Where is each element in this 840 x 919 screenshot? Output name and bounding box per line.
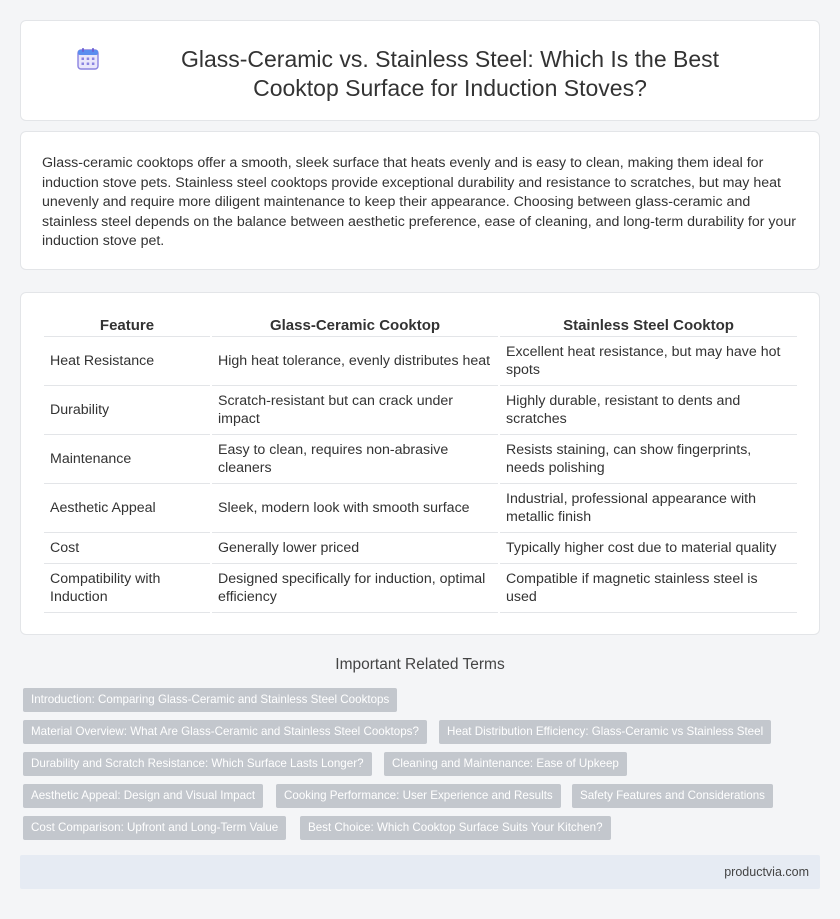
header-feature: Feature: [44, 313, 210, 337]
table-cell-feature: Compatibility with Induction: [44, 564, 210, 613]
comparison-card: [20, 292, 820, 635]
table-row: [44, 337, 797, 386]
header-stainless-steel: Stainless Steel Cooktop: [500, 313, 797, 337]
related-terms-title: Important Related Terms: [335, 656, 505, 673]
page-title: Glass-Ceramic vs. Stainless Steel: Which Is the Best Cooktop Surface for Induction Stoves?: [180, 46, 720, 101]
table-cell-feature: Aesthetic Appeal: [44, 484, 210, 533]
intro-card: [20, 131, 820, 270]
table-cell-glass: Generally lower priced: [212, 533, 498, 564]
table-header-row: [44, 313, 797, 337]
table-cell-steel: Highly durable, resistant to dents and scratches: [500, 386, 797, 435]
related-tag[interactable]: Best Choice: Which Cooktop Surface Suits Your Kitchen?: [300, 816, 611, 840]
table-cell-steel: Compatible if magnetic stainless steel is used: [500, 564, 797, 613]
table-cell-steel: Industrial, professional appearance with metallic finish: [500, 484, 797, 533]
table-cell-feature: Durability: [44, 386, 210, 435]
table-cell-feature: Cost: [44, 533, 210, 564]
related-tag[interactable]: Material Overview: What Are Glass-Ceramic and Stainless Steel Cooktops?: [23, 720, 427, 744]
table-cell-steel: Excellent heat resistance, but may have hot spots: [500, 337, 797, 386]
related-tag[interactable]: Durability and Scratch Resistance: Which Surface Lasts Longer?: [23, 752, 372, 776]
related-tag[interactable]: Cost Comparison: Upfront and Long-Term Value: [23, 816, 286, 840]
table-cell-steel: Typically higher cost due to material quality: [500, 533, 797, 564]
table-cell-glass: Designed specifically for induction, optimal efficiency: [212, 564, 498, 613]
table-cell-glass: High heat tolerance, evenly distributes heat: [212, 337, 498, 386]
table-row: [44, 435, 797, 484]
related-tag[interactable]: Cooking Performance: User Experience and Results: [276, 784, 561, 808]
header-glass-ceramic: Glass-Ceramic Cooktop: [212, 313, 498, 337]
table-cell-glass: Easy to clean, requires non-abrasive cleaners: [212, 435, 498, 484]
related-tag[interactable]: Safety Features and Considerations: [572, 784, 773, 808]
footer-bar: [20, 855, 820, 889]
table-cell-glass: Sleek, modern look with smooth surface: [212, 484, 498, 533]
intro-text: Glass-ceramic cooktops offer a smooth, sleek surface that heats evenly and is easy to clean, making them ideal for induction stove pets. Stainless steel cooktops provide exceptional durability and resistance to scratches, but may heat unevenly and require more diligent maintenance to keep their appearance. Choosing between glass-ceramic and stainless steel depends on the balance between aesthetic preference, ease of cleaning, and long-term durability for your induction stove pet.: [42, 155, 796, 249]
table-row: [44, 484, 797, 533]
table-row: [44, 564, 797, 613]
comparison-table: [42, 313, 799, 613]
related-tag[interactable]: Aesthetic Appeal: Design and Visual Impact: [23, 784, 263, 808]
table-cell-glass: Scratch-resistant but can crack under impact: [212, 386, 498, 435]
table-row: [44, 386, 797, 435]
related-tag[interactable]: Introduction: Comparing Glass-Ceramic and Stainless Steel Cooktops: [23, 688, 397, 712]
related-tag[interactable]: Heat Distribution Efficiency: Glass-Ceramic vs Stainless Steel: [439, 720, 771, 744]
footer-site-link[interactable]: productvia.com: [724, 865, 809, 879]
title-card: [20, 20, 820, 121]
table-cell-feature: Maintenance: [44, 435, 210, 484]
table-cell-feature: Heat Resistance: [44, 337, 210, 386]
related-tag[interactable]: Cleaning and Maintenance: Ease of Upkeep: [384, 752, 627, 776]
table-row: [44, 533, 797, 564]
table-cell-steel: Resists staining, can show fingerprints, needs polishing: [500, 435, 797, 484]
